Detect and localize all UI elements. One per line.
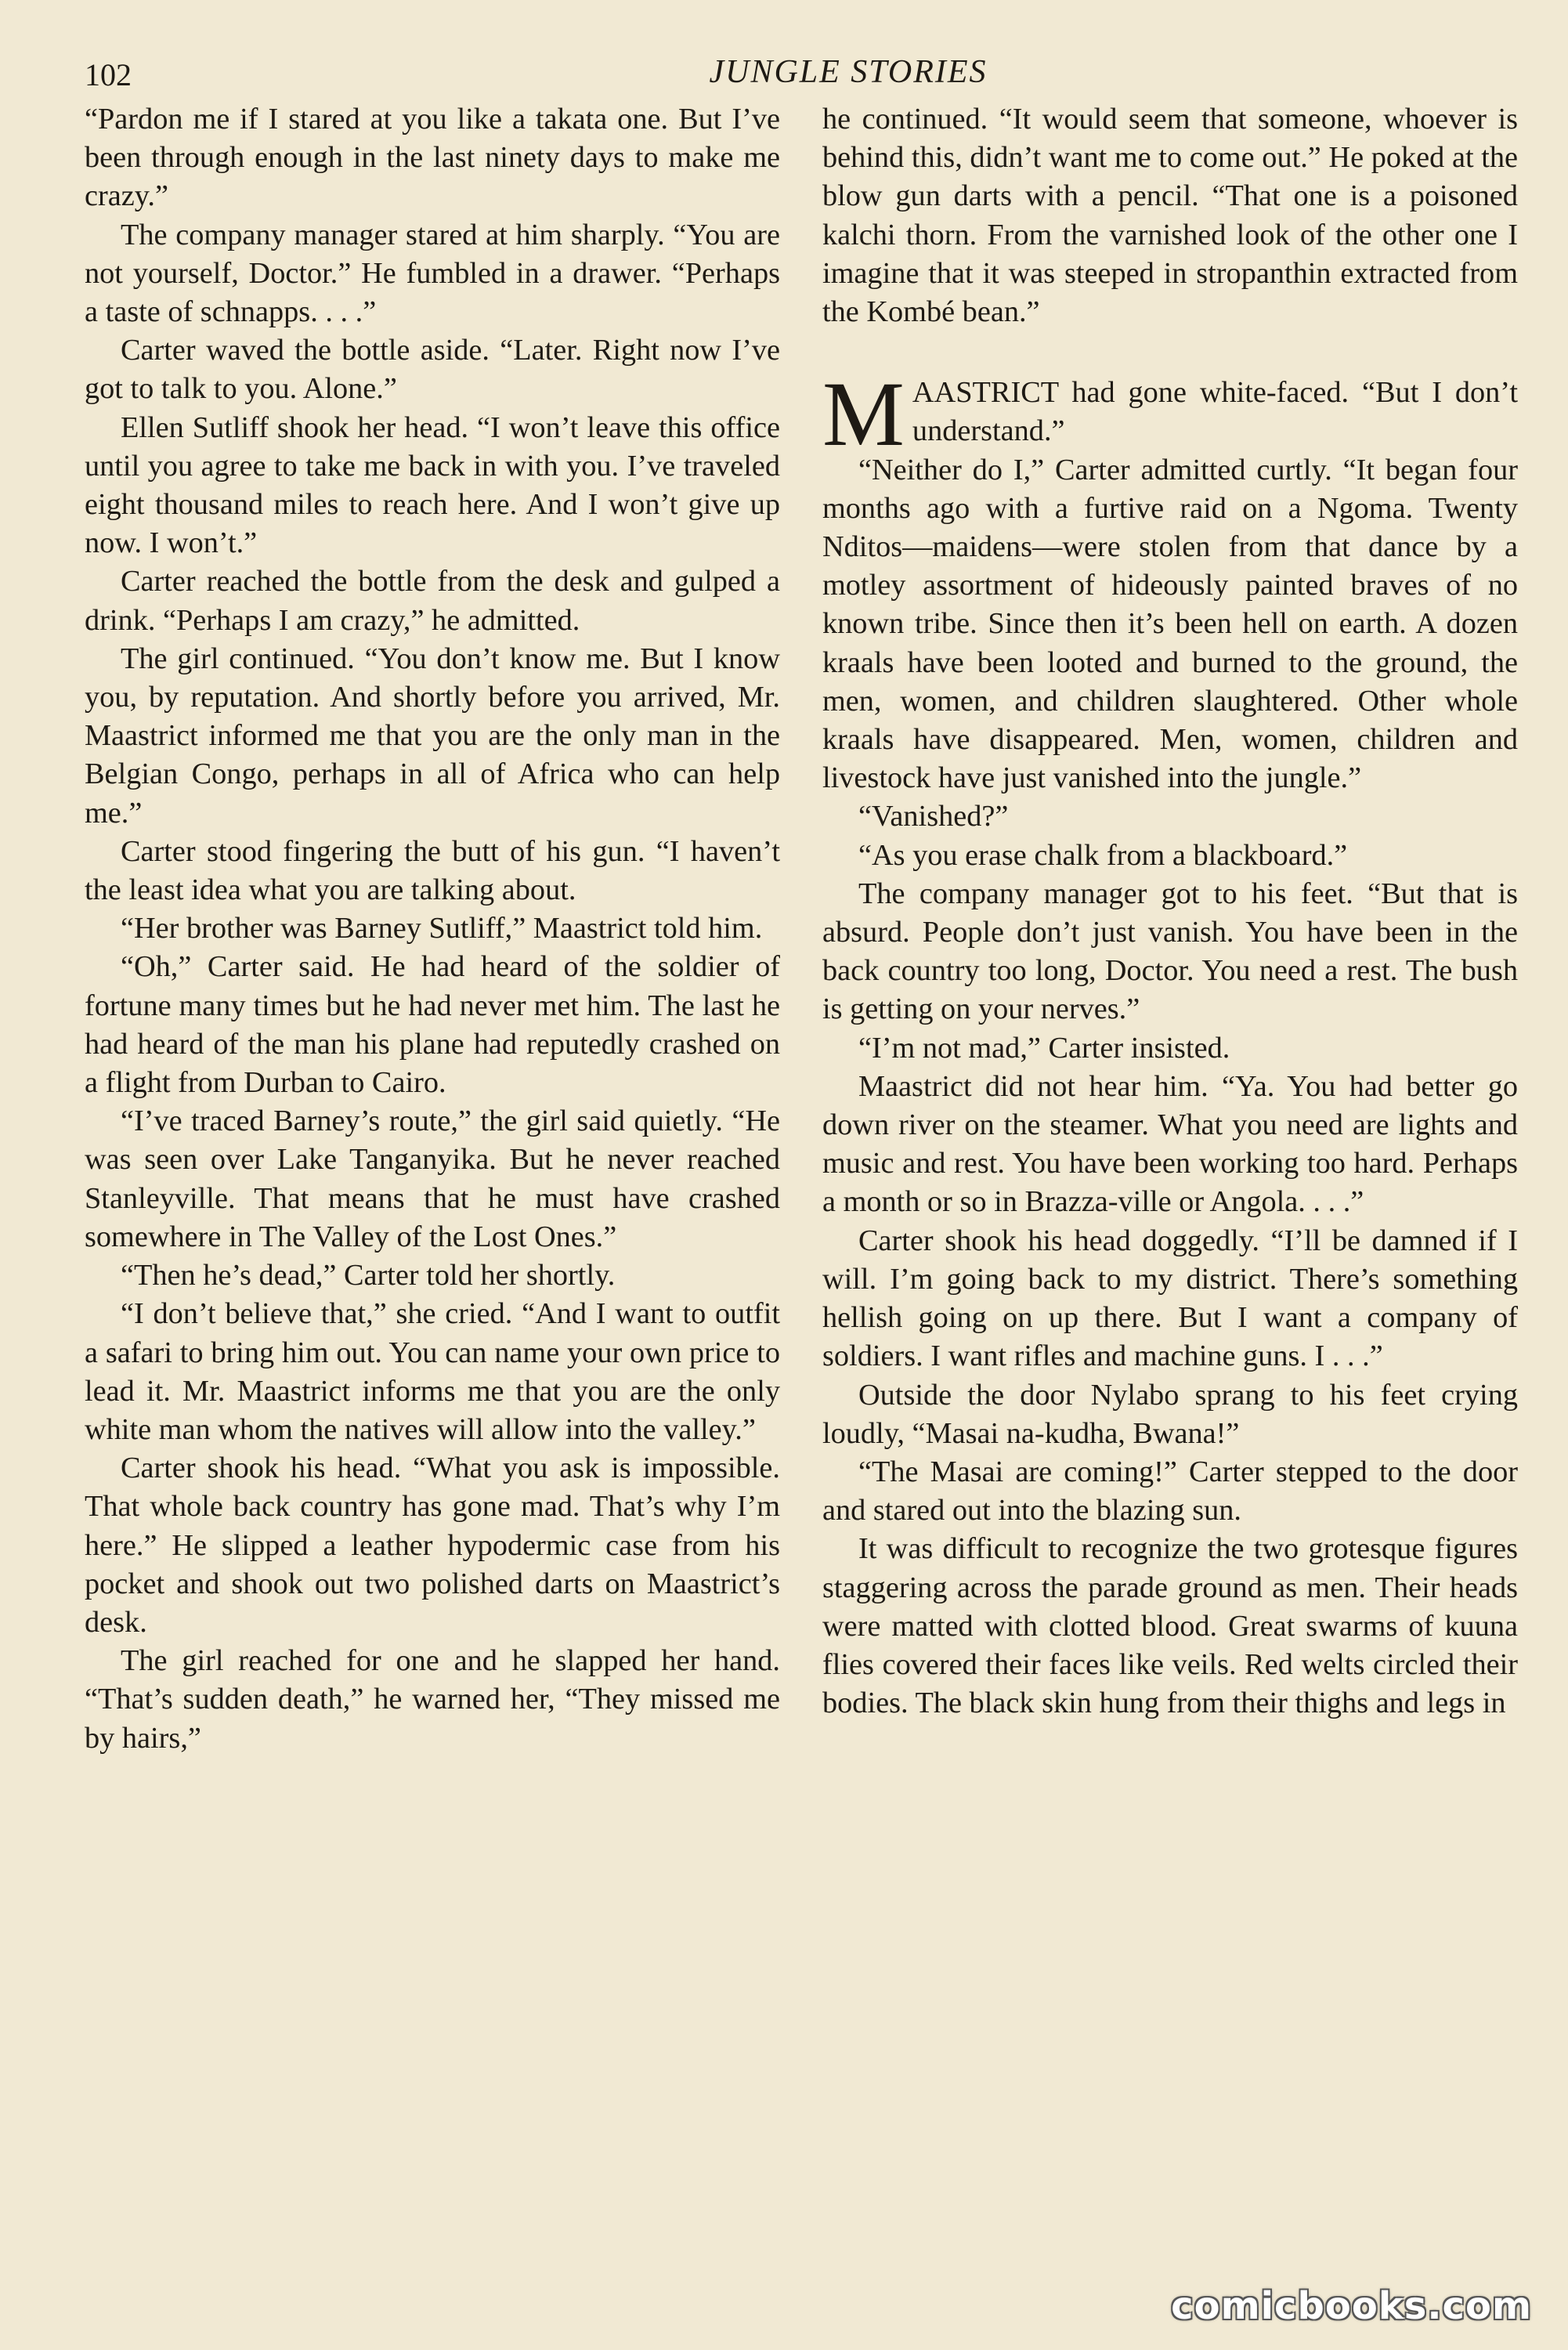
paragraph: Outside the door Nylabo sprang to his feet crying loudly, “Masai na-kudha, Bwana!” — [822, 1378, 1518, 1450]
page-header — [85, 49, 1518, 96]
paragraph: It was difficult to recognize the two grotesque figures staggering across the parade ground as men. Their heads were matted with clotted blood. Great swarms of kuuna flies covered their faces like veils. Red welts circled their bodies. The black skin hung from their thighs and legs in — [822, 1532, 1518, 1720]
paragraph: “Neither do I,” Carter admitted curtly. “It began four months ago with a furtive raid on a Ngoma. Twenty Nditos—maidens—were stolen from that dance by a motley assortment of hideously painted braves of no known tribe. Since then it’s been hell on earth. A dozen kraals have been looted and burned to the ground, the men, women, and children slaughtered. Other whole kraals have disappeared. Men, women, children and livestock have just vanished into the jungle.” — [822, 453, 1518, 795]
page-number: 102 — [85, 57, 132, 92]
drop-cap-text: AASTRICT had gone white-faced. “But I don’t understand.” — [912, 376, 1518, 448]
paragraph: Ellen Sutliff shook her head. “I won’t leave this office until you agree to take me back in with you. I’ve traveled eight thousand miles to reach here. And I won’t give up now. I won’t.” — [85, 410, 780, 560]
paragraph: “Then he’s dead,” Carter told her shortly. — [121, 1259, 616, 1292]
paragraph: “Her brother was Barney Sutliff,” Maastrict told him. — [121, 912, 763, 945]
paragraph: “I don’t believe that,” she cried. “And I want to outfit a safari to bring him out. You can name your own price to lead it. Mr. Maastrict informs me that you are the only white man whom the natives will allow into the valley.” — [85, 1297, 780, 1446]
paragraph: The girl reached for one and he slapped her hand. “That’s sudden death,” he warned her, “They missed me by hairs,” — [85, 1644, 780, 1755]
paragraph: Carter shook his head. “What you ask is impossible. That whole back country has gone mad. That’s why I’m here.” He slipped a leather hypodermic case from his pocket and shook out two polished darts on Maastrict’s desk. — [85, 1452, 780, 1639]
paragraph: Carter stood fingering the butt of his gun. “I haven’t the least idea what you are talking about. — [85, 834, 780, 907]
paragraph: The girl continued. “You don’t know me. But I know you, by reputation. And shortly before you arrived, Mr. Maastrict informed me that you are the only man in the Belgian Congo, perhaps in all of Africa who can help me.” — [85, 642, 780, 830]
paragraph: The company manager got to his feet. “But that is absurd. People don’t just vanish. You have been in the back country too long, Doctor. You need a rest. The bush is getting on your nerves.” — [822, 877, 1518, 1026]
paragraph-continuation: he continued. “It would seem that someone, whoever is behind this, didn’t want me to come out.” He poked at the blow gun darts with a pencil. “That one is a poisoned kalchi thorn. From the varnished look of the other one I imagine that it was steeped in stropanthin extracted from the Kombé bean.” — [822, 103, 1518, 329]
paragraph: Carter shook his head doggedly. “I’ll be damned if I will. I’m going back to my district. There’s something hellish going on up there. But I want a company of soldiers. I want rifles and machine guns. I . . .” — [822, 1224, 1518, 1373]
paragraph: Carter reached the bottle from the desk and gulped a drink. “Perhaps I am crazy,” he admitted. — [85, 565, 780, 637]
section-opening-paragraph — [822, 363, 1518, 466]
right-column — [822, 100, 1518, 1723]
paragraph: “Vanished?” — [858, 800, 1009, 833]
paragraph: “The Masai are coming!” Carter stepped to the door and stared out into the blazing sun. — [822, 1455, 1518, 1528]
drop-cap: M — [822, 363, 905, 466]
running-title: JUNGLE STORIES — [709, 54, 988, 90]
paragraph: Carter waved the bottle aside. “Later. Right now I’ve got to talk to you. Alone.” — [85, 334, 780, 406]
paragraph: Maastrict did not hear him. “Ya. You had better go down river on the steamer. What you need are lights and music and rest. You have been working too hard. Perhaps a month or so in Brazza-ville or Angola. . . .” — [822, 1069, 1518, 1219]
paragraph: “As you erase chalk from a blackboard.” — [858, 838, 1348, 872]
paragraph: “I’m not mad,” Carter insisted. — [858, 1031, 1230, 1065]
paragraph: “Oh,” Carter said. He had heard of the soldier of fortune many times but he had never met him. The last he had heard of the man his plane had reputedly crashed on a flight from Durban to Cairo. — [85, 950, 780, 1100]
site-watermark: comicbooks.com — [1171, 2284, 1532, 2328]
paragraph: “Pardon me if I stared at you like a takata one. But I’ve been through enough in the last ninety days to make me crazy.” — [85, 103, 780, 213]
left-column — [85, 100, 780, 1758]
paragraph: The company manager stared at him sharply. “You are not yourself, Doctor.” He fumbled in a drawer. “Perhaps a taste of schnapps. . . .” — [85, 218, 780, 329]
paragraph: “I’ve traced Barney’s route,” the girl said quietly. “He was seen over Lake Tanganyika. But he never reached Stanleyville. That means that he must have crashed somewhere in The Valley of the Lost Ones.” — [85, 1104, 780, 1253]
